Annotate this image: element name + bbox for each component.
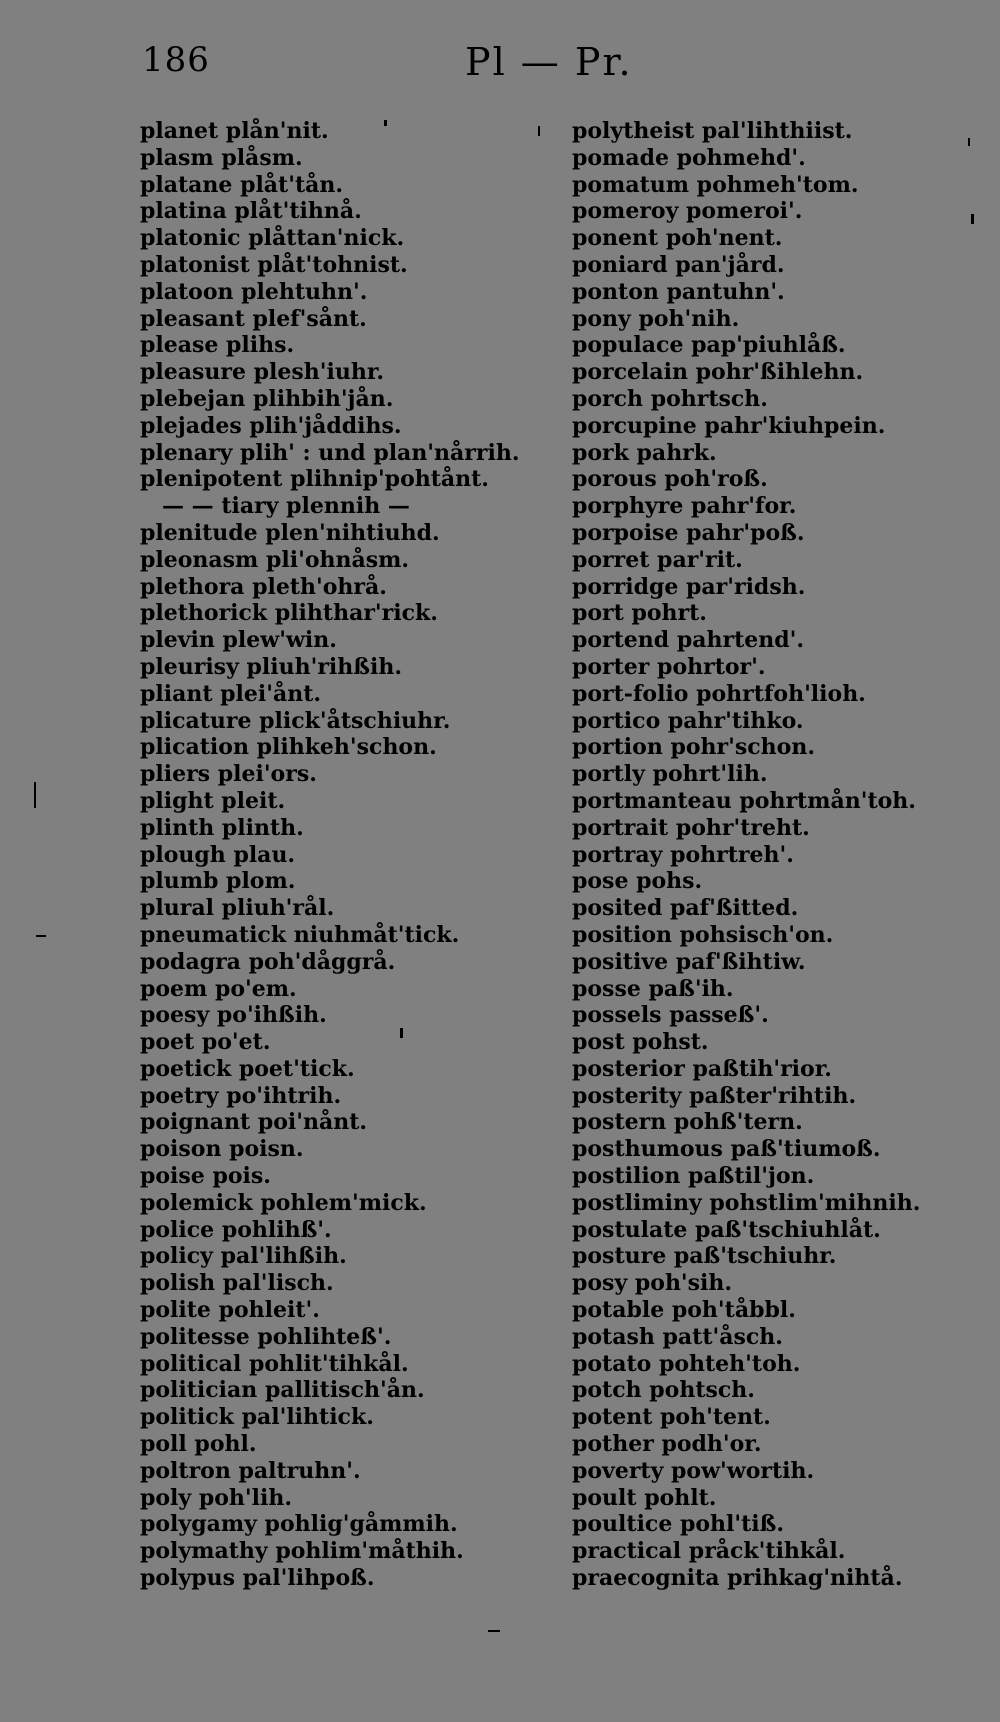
dictionary-entry: pliant plei'ånt. (140, 680, 322, 707)
dictionary-entry: plebejan plihbih'jån. (140, 385, 394, 412)
dictionary-entry: poignant poi'nånt. (140, 1109, 368, 1136)
dictionary-entry: portico pahr'tihko. (572, 707, 804, 734)
dictionary-entry: postern pohß'tern. (572, 1109, 803, 1136)
dictionary-entry: plicature plick'åtschiuhr. (140, 707, 451, 734)
dictionary-entry: postilion paßtil'jon. (572, 1163, 815, 1190)
dictionary-entry: pother podh'or. (572, 1431, 762, 1458)
dictionary-entry: pomatum pohmeh'tom. (572, 171, 859, 198)
dictionary-entry: poise pois. (140, 1163, 271, 1190)
dictionary-entry: plenipotent plihnip'pohtånt. (140, 466, 489, 493)
dictionary-entry: poetick poet'tick. (140, 1055, 355, 1082)
dictionary-entry: position pohsisch'on. (572, 921, 834, 948)
ink-speck (384, 120, 387, 126)
dictionary-entry: poetry po'ihtrih. (140, 1082, 342, 1109)
dictionary-entry: platonist plåt'tohnist. (140, 251, 408, 278)
ink-speck (968, 138, 970, 146)
dictionary-entry: poesy po'ihßih. (140, 1002, 327, 1029)
dictionary-entry: pliers plei'ors. (140, 761, 317, 788)
dictionary-entry: porpoise pahr'poß. (572, 519, 805, 546)
dictionary-entry: police pohlihß'. (140, 1216, 332, 1243)
dictionary-entry: postulate paß'tschiuhlåt. (572, 1216, 881, 1243)
dictionary-entry: pleasure plesh'iuhr. (140, 359, 385, 386)
dictionary-entry: polypus pal'lihpoß. (140, 1565, 375, 1592)
dictionary-entry: platane plåt'tån. (140, 171, 344, 198)
dictionary-entry: potato pohteh'toh. (572, 1350, 801, 1377)
dictionary-entry: porphyre pahr'for. (572, 493, 797, 520)
dictionary-entry: posture paß'tschiuhr. (572, 1243, 837, 1270)
dictionary-entry: plication plihkeh'schon. (140, 734, 437, 761)
page-number: 186 (142, 40, 210, 80)
dictionary-entry: plenary plih' : und plan'nårrih. (140, 439, 520, 466)
dictionary-entry: plevin plew'win. (140, 627, 337, 654)
dictionary-entry: platoon plehtuhn'. (140, 278, 368, 305)
dictionary-entry: polygamy pohlig'gåmmih. (140, 1511, 458, 1538)
dictionary-entry: poverty pow'wortih. (572, 1457, 815, 1484)
dictionary-entry: populace pap'piuhlåß. (572, 332, 846, 359)
dictionary-entry: please plihs. (140, 332, 295, 359)
dictionary-entry: ponton pantuhn'. (572, 278, 785, 305)
dictionary-entry: plural pliuh'rål. (140, 895, 335, 922)
dictionary-entry: ponent poh'nent. (572, 225, 783, 252)
dictionary-entry: pony poh'nih. (572, 305, 740, 332)
dictionary-entry: poison poisn. (140, 1136, 304, 1163)
dictionary-entry: portend pahrtend'. (572, 627, 804, 654)
dictionary-entry: portmanteau pohrtmån'toh. (572, 787, 916, 814)
dictionary-entry: poem po'em. (140, 975, 297, 1002)
dictionary-entry: polite pohleit'. (140, 1297, 320, 1324)
dictionary-entry: posthumous paß'tiumoß. (572, 1136, 881, 1163)
dictionary-entry: plethora pleth'ohrå. (140, 573, 387, 600)
dictionary-entry: poult pohlt. (572, 1484, 717, 1511)
dictionary-entry: pleasant plef'sånt. (140, 305, 367, 332)
dictionary-entry: poltron paltruhn'. (140, 1457, 361, 1484)
dictionary-entry: poniard pan'jård. (572, 251, 785, 278)
dictionary-entry: port-folio pohrtfoh'lioh. (572, 680, 866, 707)
dictionary-entry: potch pohtsch. (572, 1377, 755, 1404)
dictionary-entry: polish pal'lisch. (140, 1270, 334, 1297)
ink-speck (488, 1630, 500, 1632)
dictionary-entry: polemick pohlem'mick. (140, 1189, 427, 1216)
dictionary-entry: podagra poh'dåggrå. (140, 948, 396, 975)
dictionary-entry: politician pallitisch'ån. (140, 1377, 425, 1404)
dictionary-entry: plinth plinth. (140, 814, 304, 841)
dictionary-entry: posse paß'ih. (572, 975, 734, 1002)
dictionary-entry: positive paf'ßihtiw. (572, 948, 806, 975)
dictionary-entry: platina plåt'tihnå. (140, 198, 362, 225)
dictionary-entry: plumb plom. (140, 868, 296, 895)
dictionary-entry: — — tiary plennih — (162, 493, 410, 520)
dictionary-entry: porous poh'roß. (572, 466, 768, 493)
dictionary-entry: pose pohs. (572, 868, 703, 895)
dictionary-entry: plenitude plen'nihtiuhd. (140, 519, 440, 546)
dictionary-entry: porcupine pahr'kiuhpein. (572, 412, 886, 439)
dictionary-entry: posited paf'ßitted. (572, 895, 799, 922)
dictionary-entry: poet po'et. (140, 1029, 271, 1056)
dictionary-entry: pleonasm pli'ohnåsm. (140, 546, 410, 573)
ink-speck (971, 214, 974, 224)
dictionary-entry: porch pohrtsch. (572, 385, 768, 412)
dictionary-entry: politesse pohlihteß'. (140, 1323, 392, 1350)
dictionary-entry: poly poh'lih. (140, 1484, 293, 1511)
ink-speck (36, 935, 46, 937)
dictionary-entry: posterity paßter'rihtih. (572, 1082, 857, 1109)
dictionary-entry: plejades plih'jåddihs. (140, 412, 402, 439)
dictionary-entry: porcelain pohr'ßihlehn. (572, 359, 864, 386)
dictionary-entry: posy poh'sih. (572, 1270, 733, 1297)
dictionary-entry: post pohst. (572, 1029, 709, 1056)
ink-speck (400, 1028, 403, 1038)
dictionary-entry: possels passeß'. (572, 1002, 769, 1029)
dictionary-entry: planet plån'nit. (140, 118, 329, 144)
dictionary-entry: port pohrt. (572, 600, 707, 627)
dictionary-entry: pomeroy pomeroi'. (572, 198, 803, 225)
dictionary-column-right (572, 118, 982, 1592)
dictionary-entry: policy pal'lihßih. (140, 1243, 347, 1270)
dictionary-entry: poll pohl. (140, 1431, 257, 1458)
ink-speck (34, 782, 36, 808)
dictionary-entry: plasm plåsm. (140, 144, 303, 171)
dictionary-entry: pork pahrk. (572, 439, 717, 466)
dictionary-entry: pleurisy pliuh'rihßih. (140, 653, 403, 680)
dictionary-entry: portly pohrt'lih. (572, 761, 768, 788)
running-head: Pl — Pr. (465, 40, 633, 84)
dictionary-entry: plight pleit. (140, 787, 286, 814)
dictionary-entry: practical pråck'tihkål. (572, 1538, 846, 1565)
dictionary-entry: postliminy pohstlim'mihnih. (572, 1189, 921, 1216)
dictionary-entry: polymathy pohlim'måthih. (140, 1538, 464, 1565)
dictionary-entry: politick pal'lihtick. (140, 1404, 374, 1431)
dictionary-entry: polytheist pal'lihthiist. (572, 118, 853, 144)
dictionary-entry: portray pohrtreh'. (572, 841, 794, 868)
dictionary-entry: plough plau. (140, 841, 296, 868)
dictionary-entry: platonic plåttan'nick. (140, 225, 405, 252)
dictionary-entry: plethorick plihthar'rick. (140, 600, 438, 627)
dictionary-entry: poultice pohl'tiß. (572, 1511, 785, 1538)
dictionary-entry: portrait pohr'treht. (572, 814, 810, 841)
dictionary-entry: political pohlit'tihkål. (140, 1350, 409, 1377)
dictionary-entry: potent poh'tent. (572, 1404, 771, 1431)
dictionary-entry: potash patt'åsch. (572, 1323, 783, 1350)
dictionary-entry: porret par'rit. (572, 546, 743, 573)
dictionary-entry: portion pohr'schon. (572, 734, 815, 761)
dictionary-entry: pomade pohmehd'. (572, 144, 806, 171)
dictionary-entry: potable poh'tåbbl. (572, 1297, 796, 1324)
dictionary-entry: porridge par'ridsh. (572, 573, 806, 600)
dictionary-entry: pneumatick niuhmåt'tick. (140, 921, 460, 948)
dictionary-entry: posterior paßtih'rior. (572, 1055, 832, 1082)
dictionary-entry: porter pohrtor'. (572, 653, 766, 680)
dictionary-column-left (140, 118, 550, 1592)
dictionary-entry: praecognita prihkag'nihtå. (572, 1565, 903, 1592)
ink-speck (538, 126, 540, 136)
